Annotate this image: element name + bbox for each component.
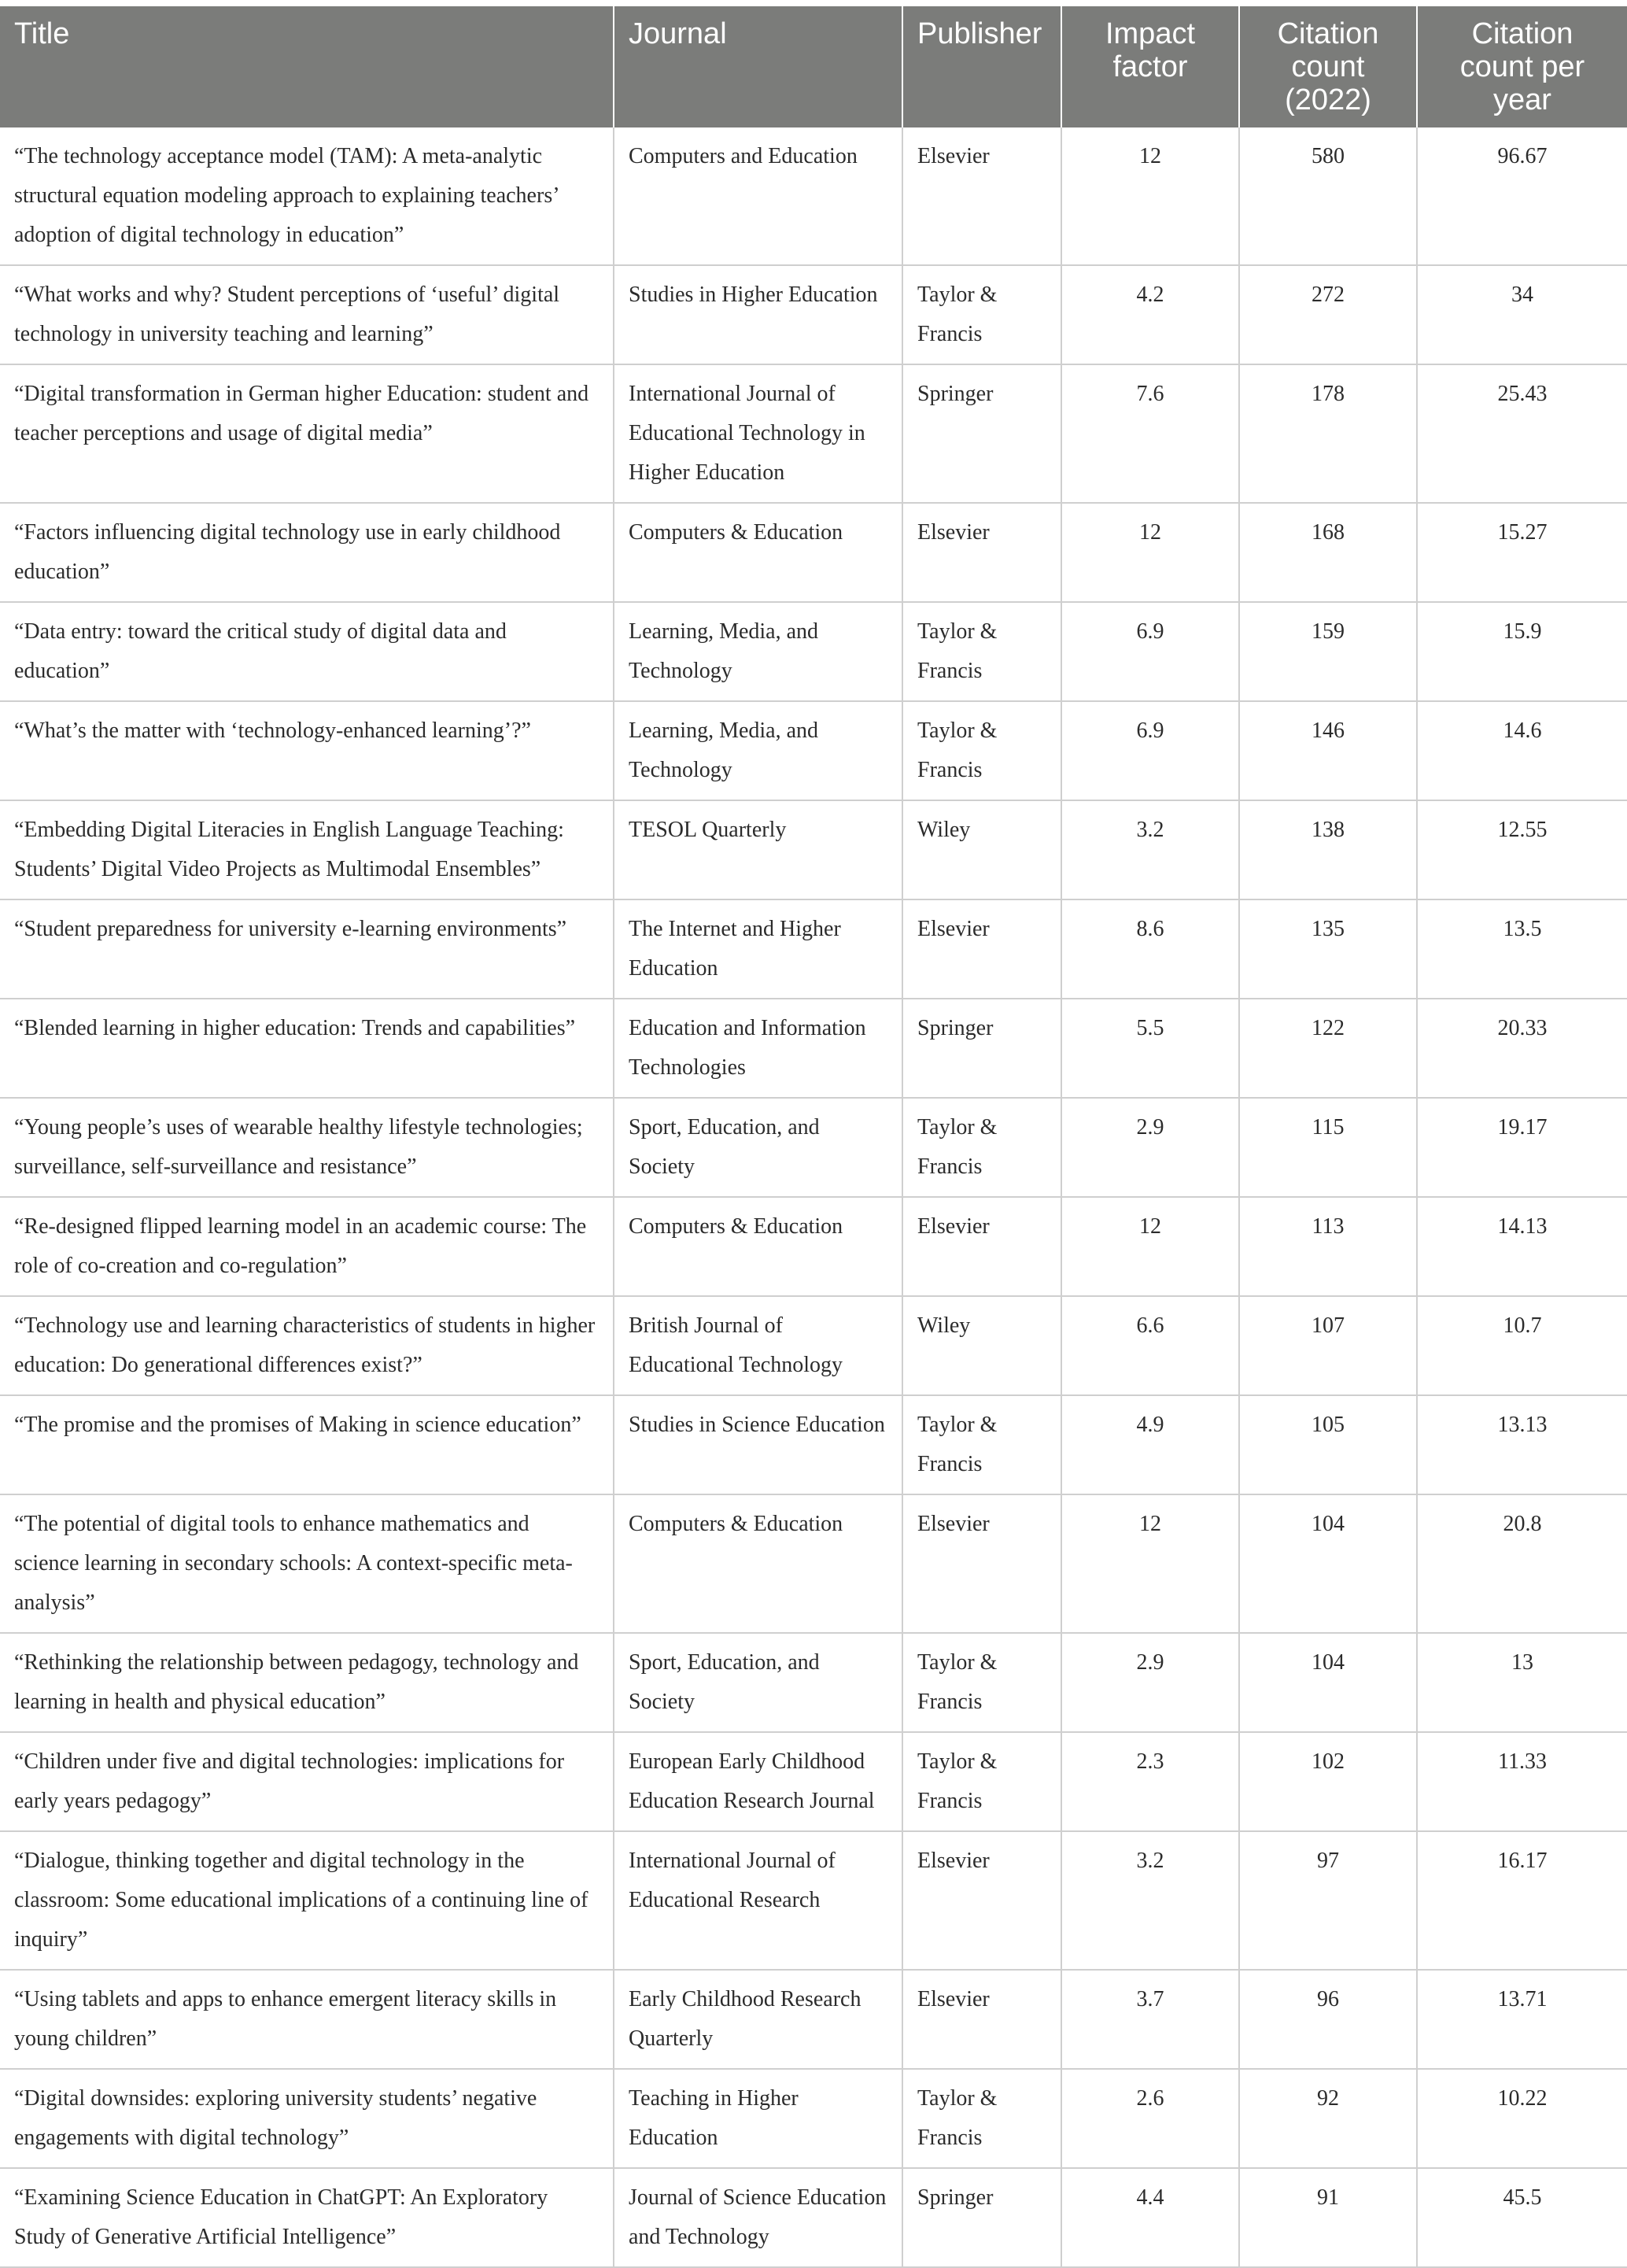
cell-journal: Computers & Education [614,1197,902,1296]
table-row [0,701,1627,800]
cell-journal: Sport, Education, and Society [614,1098,902,1197]
table-row [0,503,1627,602]
cell-citation-count: 580 [1239,127,1417,265]
cell-impact-factor: 8.6 [1061,899,1239,999]
cell-citation-per-year: 13.71 [1417,1970,1627,2069]
cell-citation-count: 168 [1239,503,1417,602]
cell-journal: Computers & Education [614,503,902,602]
cell-citation-count: 135 [1239,899,1417,999]
cell-publisher: Springer [902,999,1061,1098]
header-journal: Journal [614,6,902,127]
cell-journal: Sport, Education, and Society [614,1633,902,1732]
cell-impact-factor: 2.3 [1061,1732,1239,1831]
table-row [0,1831,1627,1970]
cell-impact-factor: 4.9 [1061,1395,1239,1494]
cell-title: “Using tablets and apps to enhance emergent literacy skills in young children” [0,1970,614,2069]
cell-journal: European Early Childhood Education Research Journal [614,1732,902,1831]
cell-impact-factor: 5.5 [1061,999,1239,1098]
cell-publisher: Elsevier [902,127,1061,265]
cell-citation-per-year: 13.5 [1417,899,1627,999]
cell-publisher: Elsevier [902,1197,1061,1296]
table-row [0,364,1627,503]
cell-impact-factor: 2.6 [1061,2069,1239,2168]
cell-citation-per-year: 20.33 [1417,999,1627,1098]
cell-title: “Technology use and learning characteristics of students in higher education: Do generational differences exist?” [0,1296,614,1395]
citations-table [0,6,1627,2268]
table-row [0,602,1627,701]
cell-title: “The promise and the promises of Making in science education” [0,1395,614,1494]
cell-title: “Digital transformation in German higher Education: student and teacher perceptions and usage of digital media” [0,364,614,503]
cell-citation-per-year: 14.13 [1417,1197,1627,1296]
cell-publisher: Wiley [902,1296,1061,1395]
cell-citation-per-year: 13 [1417,1633,1627,1732]
table-row [0,2168,1627,2267]
cell-publisher: Elsevier [902,1970,1061,2069]
cell-journal: British Journal of Educational Technology [614,1296,902,1395]
cell-journal: Learning, Media, and Technology [614,602,902,701]
cell-impact-factor: 4.4 [1061,2168,1239,2267]
cell-citation-count: 92 [1239,2069,1417,2168]
header-citation-count: Citation count (2022) [1239,6,1417,127]
cell-journal: Learning, Media, and Technology [614,701,902,800]
cell-citation-per-year: 16.17 [1417,1831,1627,1970]
cell-publisher: Elsevier [902,503,1061,602]
cell-citation-count: 102 [1239,1732,1417,1831]
cell-title: “The technology acceptance model (TAM): A meta-analytic structural equation modeling approach to explaining teachers’ adoption of digital technology in education” [0,127,614,265]
cell-title: “What works and why? Student perceptions of ‘useful’ digital technology in university teaching and learning” [0,265,614,364]
cell-title: “Student preparedness for university e-learning environments” [0,899,614,999]
cell-citation-per-year: 25.43 [1417,364,1627,503]
cell-citation-count: 105 [1239,1395,1417,1494]
cell-publisher: Springer [902,2168,1061,2267]
header-title: Title [0,6,614,127]
cell-citation-count: 122 [1239,999,1417,1098]
cell-citation-count: 104 [1239,1633,1417,1732]
cell-citation-per-year: 96.67 [1417,127,1627,265]
cell-citation-per-year: 15.9 [1417,602,1627,701]
cell-publisher: Taylor & Francis [902,602,1061,701]
cell-citation-count: 96 [1239,1970,1417,2069]
cell-title: “Data entry: toward the critical study of digital data and education” [0,602,614,701]
cell-impact-factor: 3.2 [1061,1831,1239,1970]
cell-citation-per-year: 45.5 [1417,2168,1627,2267]
cell-title: “Digital downsides: exploring university students’ negative engagements with digital technology” [0,2069,614,2168]
cell-impact-factor: 3.2 [1061,800,1239,899]
cell-publisher: Taylor & Francis [902,1098,1061,1197]
cell-journal: Studies in Higher Education [614,265,902,364]
cell-citation-per-year: 20.8 [1417,1494,1627,1633]
cell-journal: International Journal of Educational Technology in Higher Education [614,364,902,503]
cell-citation-count: 113 [1239,1197,1417,1296]
table-row [0,1395,1627,1494]
table-row [0,1494,1627,1633]
cell-impact-factor: 2.9 [1061,1633,1239,1732]
cell-publisher: Taylor & Francis [902,701,1061,800]
cell-title: “Examining Science Education in ChatGPT: An Exploratory Study of Generative Artificial Intelligence” [0,2168,614,2267]
cell-title: “Factors influencing digital technology use in early childhood education” [0,503,614,602]
cell-citation-count: 146 [1239,701,1417,800]
cell-citation-per-year: 34 [1417,265,1627,364]
table-row [0,1970,1627,2069]
table-row [0,999,1627,1098]
cell-title: “Rethinking the relationship between pedagogy, technology and learning in health and physical education” [0,1633,614,1732]
cell-impact-factor: 2.9 [1061,1098,1239,1197]
table-header [0,6,1627,127]
cell-journal: The Internet and Higher Education [614,899,902,999]
table-row [0,1197,1627,1296]
cell-title: “Young people’s uses of wearable healthy lifestyle technologies; surveillance, self-surveillance and resistance” [0,1098,614,1197]
cell-impact-factor: 12 [1061,503,1239,602]
cell-impact-factor: 12 [1061,1494,1239,1633]
cell-journal: Early Childhood Research Quarterly [614,1970,902,2069]
cell-citation-per-year: 15.27 [1417,503,1627,602]
cell-journal: Journal of Science Education and Technology [614,2168,902,2267]
table-row [0,1633,1627,1732]
cell-citation-per-year: 10.7 [1417,1296,1627,1395]
cell-citation-per-year: 19.17 [1417,1098,1627,1197]
cell-impact-factor: 6.9 [1061,701,1239,800]
cell-publisher: Taylor & Francis [902,1395,1061,1494]
cell-impact-factor: 6.9 [1061,602,1239,701]
cell-citation-count: 97 [1239,1831,1417,1970]
cell-journal: International Journal of Educational Research [614,1831,902,1970]
cell-citation-per-year: 10.22 [1417,2069,1627,2168]
cell-publisher: Taylor & Francis [902,1633,1061,1732]
header-row [0,6,1627,127]
table-row [0,1296,1627,1395]
cell-citation-per-year: 14.6 [1417,701,1627,800]
table-row [0,265,1627,364]
cell-citation-count: 178 [1239,364,1417,503]
table-row [0,800,1627,899]
header-impact-factor: Impact factor [1061,6,1239,127]
cell-impact-factor: 6.6 [1061,1296,1239,1395]
cell-title: “Dialogue, thinking together and digital technology in the classroom: Some educational implications of a continuing line of inquiry” [0,1831,614,1970]
cell-title: “Re-designed flipped learning model in an academic course: The role of co-creation and co-regulation” [0,1197,614,1296]
cell-impact-factor: 12 [1061,1197,1239,1296]
cell-citation-count: 272 [1239,265,1417,364]
table-row [0,1098,1627,1197]
header-publisher: Publisher [902,6,1061,127]
cell-citation-count: 115 [1239,1098,1417,1197]
header-citation-per-year: Citation count per year [1417,6,1627,127]
cell-impact-factor: 3.7 [1061,1970,1239,2069]
cell-citation-per-year: 13.13 [1417,1395,1627,1494]
cell-citation-count: 107 [1239,1296,1417,1395]
cell-journal: Computers & Education [614,1494,902,1633]
cell-journal: Studies in Science Education [614,1395,902,1494]
cell-citation-count: 91 [1239,2168,1417,2267]
cell-citation-per-year: 11.33 [1417,1732,1627,1831]
cell-publisher: Taylor & Francis [902,1732,1061,1831]
cell-publisher: Elsevier [902,1494,1061,1633]
cell-citation-per-year: 12.55 [1417,800,1627,899]
cell-publisher: Wiley [902,800,1061,899]
cell-impact-factor: 7.6 [1061,364,1239,503]
cell-impact-factor: 12 [1061,127,1239,265]
table-row [0,899,1627,999]
cell-journal: TESOL Quarterly [614,800,902,899]
cell-journal: Computers and Education [614,127,902,265]
cell-publisher: Taylor & Francis [902,265,1061,364]
cell-publisher: Taylor & Francis [902,2069,1061,2168]
cell-title: “What’s the matter with ‘technology-enhanced learning’?” [0,701,614,800]
cell-title: “Embedding Digital Literacies in English Language Teaching: Students’ Digital Video Projects as Multimodal Ensembles” [0,800,614,899]
table-body [0,127,1627,2267]
table-row [0,1732,1627,1831]
table-row [0,2069,1627,2168]
cell-impact-factor: 4.2 [1061,265,1239,364]
cell-publisher: Springer [902,364,1061,503]
cell-publisher: Elsevier [902,899,1061,999]
cell-citation-count: 138 [1239,800,1417,899]
cell-title: “Blended learning in higher education: Trends and capabilities” [0,999,614,1098]
cell-title: “Children under five and digital technologies: implications for early years pedagogy” [0,1732,614,1831]
cell-citation-count: 159 [1239,602,1417,701]
cell-journal: Education and Information Technologies [614,999,902,1098]
cell-title: “The potential of digital tools to enhance mathematics and science learning in secondary schools: A context-specific meta-analysis” [0,1494,614,1633]
cell-journal: Teaching in Higher Education [614,2069,902,2168]
cell-citation-count: 104 [1239,1494,1417,1633]
table-row [0,127,1627,265]
cell-publisher: Elsevier [902,1831,1061,1970]
